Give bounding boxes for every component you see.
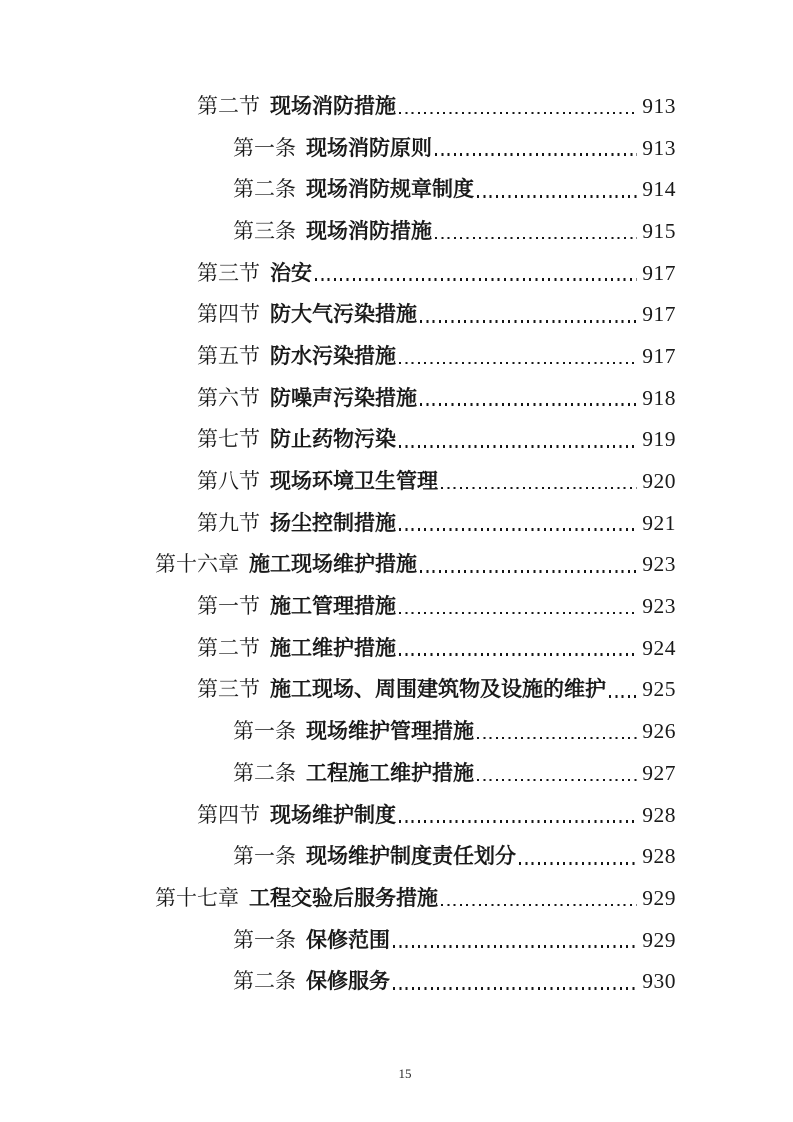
toc-entry-label: 第七节 xyxy=(197,427,260,452)
toc-entry[interactable] xyxy=(155,210,676,252)
toc-entry-page: 923 xyxy=(642,594,676,619)
dot-leader xyxy=(441,904,637,907)
toc-entry-page: 913 xyxy=(642,135,676,160)
toc-entry-page: 924 xyxy=(642,635,676,660)
toc-entry-title: 防大气污染措施 xyxy=(270,302,417,327)
toc-entry-title: 防止药物污染 xyxy=(270,427,396,452)
toc-entry-title: 防水污染措施 xyxy=(270,343,396,368)
toc-entry-label: 第三节 xyxy=(197,677,260,702)
toc-entry-title: 施工现场、周围建筑物及设施的维护 xyxy=(270,677,606,702)
toc-entry-page: 926 xyxy=(642,719,676,744)
toc-entry-label: 第十七章 xyxy=(155,885,239,910)
toc-entry-label: 第六节 xyxy=(197,385,260,410)
dot-leader xyxy=(435,237,637,240)
toc-entry-title: 扬尘控制措施 xyxy=(270,510,396,535)
toc-entry-title: 施工维护措施 xyxy=(270,635,396,660)
toc-entry-label: 第九节 xyxy=(197,510,260,535)
toc-entry-title: 现场维护制度责任划分 xyxy=(306,844,516,869)
toc-entry-page: 925 xyxy=(642,677,676,702)
dot-leader xyxy=(399,820,637,823)
toc-entry-page: 929 xyxy=(642,927,676,952)
dot-leader xyxy=(420,570,637,573)
dot-leader xyxy=(393,945,637,948)
toc-entry[interactable] xyxy=(155,85,676,127)
dot-leader xyxy=(399,445,637,448)
page-footer xyxy=(0,1066,793,1082)
toc-entry-label: 第三节 xyxy=(197,260,260,285)
toc-entry[interactable] xyxy=(155,585,676,627)
toc-entry-label: 第一条 xyxy=(233,135,296,160)
toc-entry-page: 917 xyxy=(642,302,676,327)
toc-entry-page: 929 xyxy=(642,885,676,910)
toc-entry[interactable] xyxy=(155,835,676,877)
toc-entry-label: 第四节 xyxy=(197,302,260,327)
toc-entry[interactable] xyxy=(155,293,676,335)
toc-entry-title: 保修范围 xyxy=(306,927,390,952)
toc-entry-title: 现场消防规章制度 xyxy=(306,177,474,202)
toc-entry[interactable] xyxy=(155,502,676,544)
dot-leader xyxy=(477,779,637,782)
toc-entry-page: 927 xyxy=(642,760,676,785)
dot-leader xyxy=(477,737,637,740)
toc-entry-page: 919 xyxy=(642,427,676,452)
toc-entry[interactable] xyxy=(155,335,676,377)
toc-entry-label: 第一条 xyxy=(233,927,296,952)
toc-entry-label: 第二节 xyxy=(197,93,260,118)
toc-entry-label: 第四节 xyxy=(197,802,260,827)
toc-entry-page: 913 xyxy=(642,93,676,118)
toc-entry-title: 保修服务 xyxy=(306,969,390,994)
toc-entry-label: 第五节 xyxy=(197,343,260,368)
dot-leader xyxy=(609,695,637,698)
toc-entry-label: 第二节 xyxy=(197,635,260,660)
toc-entry[interactable] xyxy=(155,794,676,836)
toc-entry-title: 施工管理措施 xyxy=(270,594,396,619)
toc-entry-label: 第二条 xyxy=(233,969,296,994)
toc-entry[interactable] xyxy=(155,252,676,294)
toc-entry[interactable] xyxy=(155,919,676,961)
footer-page-number: 15 xyxy=(398,1066,412,1081)
toc-entry-page: 918 xyxy=(642,385,676,410)
toc-entry-label: 第一节 xyxy=(197,594,260,619)
toc-entry[interactable] xyxy=(155,960,676,1002)
toc-entry[interactable] xyxy=(155,377,676,419)
dot-leader xyxy=(441,487,637,490)
toc-entry-title: 治安 xyxy=(270,260,312,285)
toc-entry-page: 915 xyxy=(642,218,676,243)
toc-entry[interactable] xyxy=(155,419,676,461)
dot-leader xyxy=(435,153,637,156)
toc-entry-page: 917 xyxy=(642,260,676,285)
toc-entry-title: 现场环境卫生管理 xyxy=(270,469,438,494)
toc-entry-label: 第八节 xyxy=(197,469,260,494)
toc-entry[interactable] xyxy=(155,752,676,794)
dot-leader xyxy=(315,278,637,281)
toc-entry-title: 施工现场维护措施 xyxy=(249,552,417,577)
dot-leader xyxy=(393,987,637,990)
toc-entry[interactable] xyxy=(155,627,676,669)
toc-entry-title: 工程施工维护措施 xyxy=(306,760,474,785)
dot-leader xyxy=(420,403,637,406)
toc-entry-label: 第二条 xyxy=(233,177,296,202)
toc-entry-title: 防噪声污染措施 xyxy=(270,385,417,410)
toc-entry-page: 928 xyxy=(642,802,676,827)
toc-entry-page: 914 xyxy=(642,177,676,202)
toc-entry[interactable] xyxy=(155,710,676,752)
dot-leader xyxy=(399,362,637,365)
dot-leader xyxy=(399,112,637,115)
dot-leader xyxy=(519,862,637,865)
toc-entry-title: 工程交验后服务措施 xyxy=(249,885,438,910)
toc-entry-label: 第一条 xyxy=(233,719,296,744)
dot-leader xyxy=(420,320,637,323)
dot-leader xyxy=(399,528,637,531)
toc-entry-page: 928 xyxy=(642,844,676,869)
toc-entry-page: 920 xyxy=(642,469,676,494)
toc-entry[interactable] xyxy=(155,168,676,210)
toc-entry[interactable] xyxy=(155,460,676,502)
dot-leader xyxy=(399,653,637,656)
toc-entry-page: 930 xyxy=(642,969,676,994)
toc-entry-label: 第十六章 xyxy=(155,552,239,577)
toc-entry-page: 917 xyxy=(642,343,676,368)
toc-entry-label: 第一条 xyxy=(233,844,296,869)
toc-entry[interactable] xyxy=(155,127,676,169)
table-of-contents xyxy=(155,85,676,1002)
toc-entry-title: 现场维护管理措施 xyxy=(306,719,474,744)
toc-entry[interactable] xyxy=(155,877,676,919)
dot-leader xyxy=(477,195,637,198)
toc-entry-page: 921 xyxy=(642,510,676,535)
toc-entry-title: 现场消防措施 xyxy=(270,93,396,118)
toc-entry-title: 现场维护制度 xyxy=(270,802,396,827)
toc-entry-title: 现场消防原则 xyxy=(306,135,432,160)
dot-leader xyxy=(399,612,637,615)
toc-entry-label: 第三条 xyxy=(233,218,296,243)
toc-entry-page: 923 xyxy=(642,552,676,577)
toc-entry-label: 第二条 xyxy=(233,760,296,785)
toc-entry[interactable] xyxy=(155,544,676,586)
toc-entry-title: 现场消防措施 xyxy=(306,218,432,243)
toc-entry[interactable] xyxy=(155,669,676,711)
